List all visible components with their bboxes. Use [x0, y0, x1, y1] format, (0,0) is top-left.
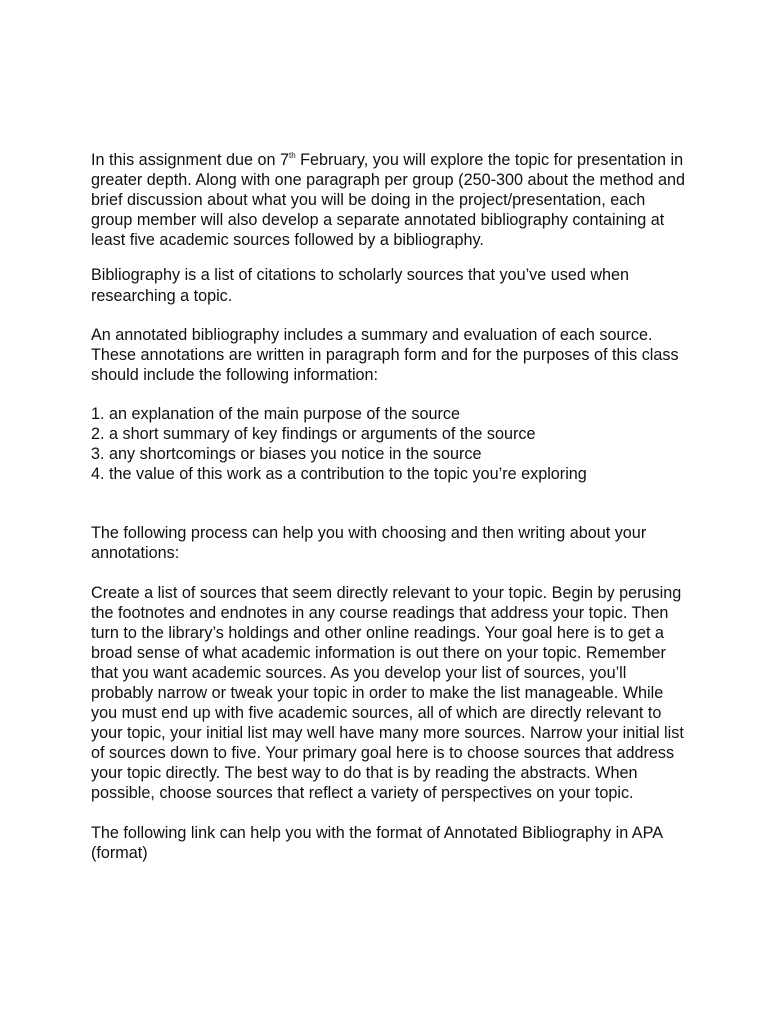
- process-intro-paragraph: The following process can help you with choosing and then writing about your annotations:: [91, 524, 647, 563]
- list-item: 3. any shortcomings or biases you notice in the source: [91, 445, 482, 464]
- intro-paragraph: [91, 150, 691, 250]
- list-item: 4. the value of this work as a contribution to the topic you’re exploring: [91, 465, 587, 484]
- annotated-bibliography-paragraph: An annotated bibliography includes a summary and evaluation of each source. These annotations are written in paragraph form and for the purposes of this class should include the following information:: [91, 325, 679, 384]
- document-body: [91, 150, 691, 863]
- information-list: [91, 404, 691, 484]
- process-body-paragraph: Create a list of sources that seem directly relevant to your topic. Begin by perusing the footnotes and endnotes in any course readings that address your topic. Then turn to the library’s holdings and other online readings. Your goal here is to get a broad sense of what academic information is out there on your topic. Remember that you want academic sources. As you develop your list of sources, you’ll probably narrow or tweak your topic in order to make the list manageable. While you must end up with five academic sources, all of which are directly relevant to your topic, your initial list may well have many more sources. Narrow your initial list of sources down to five. Your primary goal here is to choose sources that address your topic directly. The best way to do that is by reading the abstracts. When possible, choose sources that reflect a variety of perspectives on your topic.: [91, 583, 684, 803]
- link-note-paragraph: The following link can help you with the format of Annotated Bibliography in APA (format): [91, 823, 663, 862]
- bibliography-definition-paragraph: Bibliography is a list of citations to scholarly sources that you’ve used when researching a topic.: [91, 266, 630, 305]
- date-ordinal-suffix: th: [288, 151, 296, 160]
- list-item: 1. an explanation of the main purpose of the source: [91, 404, 460, 423]
- list-item: 2. a short summary of key findings or arguments of the source: [91, 425, 536, 444]
- intro-text-start: In this assignment due on 7: [91, 151, 289, 169]
- intro-text-rest: February, you will explore the topic for presentation in greater depth. Along with one paragraph per group (250-300 about the method and brief discussion about what you will be doing in the project/presentation, each group member will also develop a separate annotated bibliography containing at least five academic sources followed by a bibliography.: [91, 151, 685, 250]
